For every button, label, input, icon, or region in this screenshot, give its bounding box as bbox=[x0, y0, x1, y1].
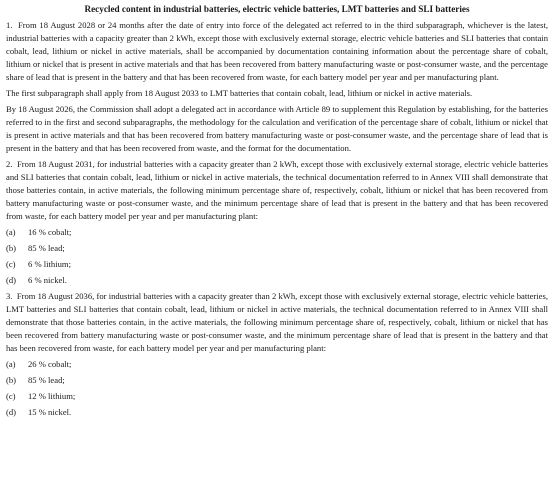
list-item-text: 12 % lithium; bbox=[28, 391, 76, 401]
list-marker: (d) bbox=[6, 275, 17, 285]
list-marker: (c) bbox=[6, 391, 16, 401]
list-item-text: 16 % cobalt; bbox=[28, 227, 72, 237]
list-item bbox=[6, 358, 548, 371]
section-title: Recycled content in industrial batteries, electric vehicle batteries, LMT batteries and SLI batteries bbox=[84, 4, 470, 14]
paragraph-3: 3. From 18 August 2036, for industrial batteries with a capacity greater than 2 kWh, except those with exclusively external storage, electric vehicle batteries, LMT batteries and SLI batteries that contain cobalt, lead, lithium or nickel in active materials, the technical documentation referred to in Annex VIII shall demonstrate that those batteries contain, in the active materials, the following minimum percentage share of, respectively, cobalt, lithium or nickel that has been recovered from battery manufacturing waste or post-consumer waste, and the minimum percentage share of lead that is present in the battery and that has been recovered from waste, for each battery model per year and per manufacturing plant: bbox=[6, 291, 548, 353]
list-marker: (d) bbox=[6, 407, 17, 417]
paragraph-1: 1. From 18 August 2028 or 24 months after the date of entry into force of the delegated act referred to in the third subparagraph, whichever is the latest, industrial batteries with a capacity greater than 2 kWh, except those with exclusively external storage, electric vehicle batteries and SLI batteries that contain cobalt, lead, lithium or nickel in active materials, shall be accompanied by documentation containing information about the percentage share of cobalt, lithium or nickel that is present in active materials and that has been recovered from battery manufacturing waste or post-consumer waste, and the percentage share of lead that is present in the battery and that has been recovered from waste, for each battery model per year and per manufacturing plant. bbox=[6, 20, 548, 82]
list-item bbox=[6, 242, 548, 255]
paragraph-delegated-act: By 18 August 2026, the Commission shall adopt a delegated act in accordance with Article 89 to supplement this Regulation by establishing, for the batteries referred to in the first and second subparagraphs, the methodology for the calculation and verification of the percentage share of cobalt, lithium or nickel that is present in active materials and that has been recovered from battery manufacturing waste or post-consumer waste, and the percentage share of lead that is present in the battery and that has been recovered from waste, and the format for the documentation. bbox=[6, 104, 548, 153]
list-item-text: 15 % nickel. bbox=[28, 407, 72, 417]
list-2036-targets bbox=[6, 358, 548, 419]
list-2031-targets bbox=[6, 226, 548, 287]
list-item-text: 85 % lead; bbox=[28, 375, 65, 385]
list-item-text: 26 % cobalt; bbox=[28, 359, 72, 369]
list-item-text: 6 % nickel. bbox=[28, 275, 67, 285]
list-item-text: 6 % lithium; bbox=[28, 259, 71, 269]
list-marker: (b) bbox=[6, 243, 17, 253]
paragraph-2: 2. From 18 August 2031, for industrial batteries with a capacity greater than 2 kWh, except those with exclusively external storage, electric vehicle batteries and SLI batteries that contain cobalt, lead, lithium or nickel in active materials, the technical documentation referred to in Annex VIII shall demonstrate that those batteries contain, in active materials, the following minimum percentage share of, respectively, cobalt, lithium or nickel that has been recovered from battery manufacturing waste or post-consumer waste, and the minimum percentage share of lead that is present in the battery and that has been recovered from waste, for each battery model per year and per manufacturing plant: bbox=[6, 159, 548, 221]
list-item bbox=[6, 390, 548, 403]
list-item bbox=[6, 274, 548, 287]
list-marker: (c) bbox=[6, 259, 16, 269]
list-marker: (b) bbox=[6, 375, 17, 385]
paragraph-lmt-application: The first subparagraph shall apply from 18 August 2033 to LMT batteries that contain cobalt, lead, lithium or nickel in active materials. bbox=[6, 88, 473, 98]
list-item-text: 85 % lead; bbox=[28, 243, 65, 253]
list-marker: (a) bbox=[6, 359, 16, 369]
list-item bbox=[6, 226, 548, 239]
list-item bbox=[6, 406, 548, 419]
list-item bbox=[6, 258, 548, 271]
list-item bbox=[6, 374, 548, 387]
list-marker: (a) bbox=[6, 227, 16, 237]
